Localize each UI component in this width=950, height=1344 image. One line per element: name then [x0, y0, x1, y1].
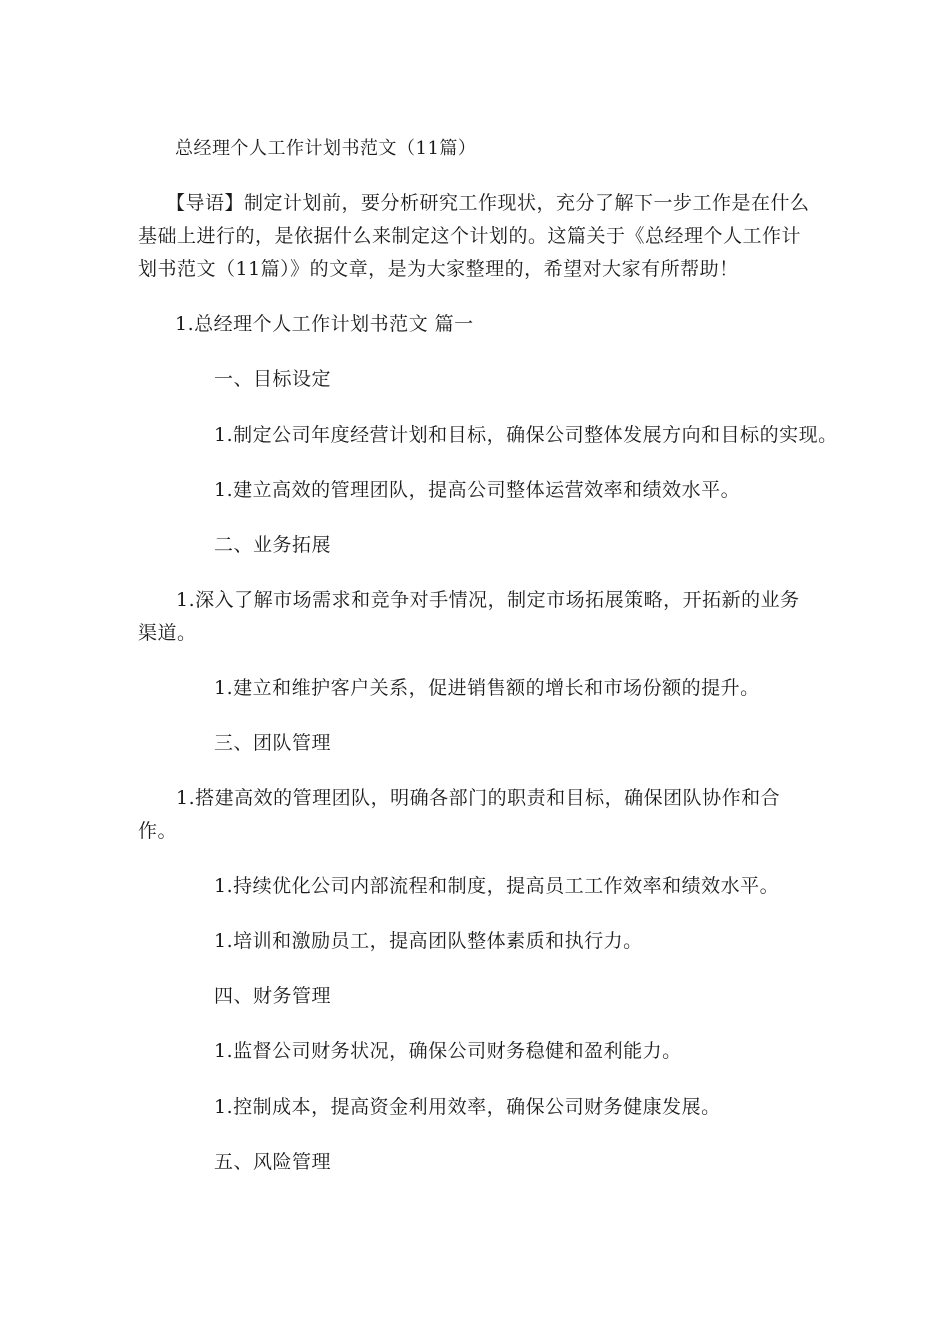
heading-financial-management: 四、财务管理: [214, 985, 332, 1007]
list-item: 1.建立和维护客户关系，促进销售额的增长和市场份额的提升。: [214, 677, 760, 699]
list-item: 1.持续优化公司内部流程和制度，提高员工工作效率和绩效水平。: [214, 875, 780, 897]
list-item: 1.控制成本，提高资金利用效率，确保公司财务健康发展。: [214, 1096, 721, 1118]
section-heading: 1.总经理个人工作计划书范文 篇一: [175, 313, 474, 335]
heading-business-expansion: 二、业务拓展: [214, 534, 332, 556]
list-item: 1.深入了解市场需求和竞争对手情况，制定市场拓展策略，开拓新的业务渠道。: [138, 589, 800, 644]
list-item: 1.建立高效的管理团队，提高公司整体运营效率和绩效水平。: [214, 479, 741, 501]
list-item: 1.监督公司财务状况，确保公司财务稳健和盈利能力。: [214, 1040, 682, 1062]
list-item: 1.制定公司年度经营计划和目标，确保公司整体发展方向和目标的实现。: [214, 424, 838, 446]
intro-paragraph: 【导语】制定计划前，要分析研究工作现状，充分了解下一步工作是在什么基础上进行的，是依据什么来制定这个计划的。这篇关于《总经理个人工作计划书范文（11篇）》的文章，是为大家整理的，希望对大家有所帮助！: [138, 192, 810, 280]
list-item: 1.搭建高效的管理团队，明确各部门的职责和目标，确保团队协作和合作。: [138, 787, 781, 842]
heading-goal-setting: 一、目标设定: [214, 368, 332, 390]
heading-risk-management: 五、风险管理: [214, 1151, 332, 1173]
list-item: 1.培训和激励员工，提高团队整体素质和执行力。: [214, 930, 643, 952]
heading-team-management: 三、团队管理: [214, 732, 332, 754]
document-title: 总经理个人工作计划书范文（11篇）: [175, 138, 477, 159]
